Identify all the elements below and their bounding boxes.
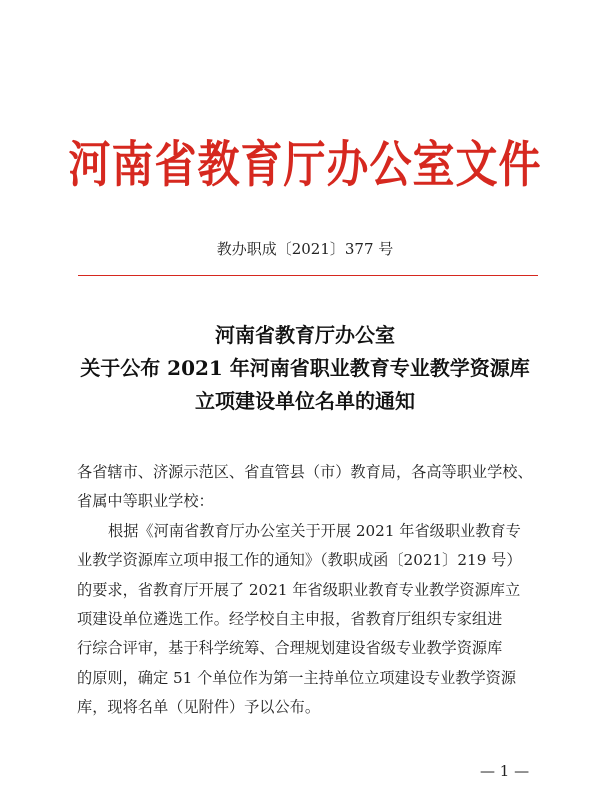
paragraph-line-5: 行综合评审，基于科学统筹、合理规划建设省级专业教学资源库 [77, 639, 503, 658]
notice-title-line-1: 河南省教育厅办公室 [215, 323, 395, 347]
paragraph-line-3: 的要求，省教育厅开展了 2021 年省级职业教育专业教学资源库立 [77, 580, 521, 599]
notice-title-line-3: 立项建设单位名单的通知 [195, 389, 415, 413]
paragraph-line-2: 业教学资源库立项申报工作的通知》（教职成函〔2021〕219 号） [77, 551, 522, 570]
red-divider-rule [78, 275, 538, 276]
notice-body [77, 458, 539, 723]
paragraph-line-7: 库，现将名单（见附件）予以公布。 [77, 698, 320, 717]
paragraph-line-1: 根据《河南省教育厅办公室关于开展 2021 年省级职业教育专 [108, 521, 521, 540]
notice-title [0, 319, 610, 418]
masthead-title: 河南省教育厅办公室文件 [68, 135, 542, 194]
salutation-line-2: 省属中等职业学校： [77, 492, 214, 511]
notice-title-line-2: 关于公布 2021 年河南省职业教育专业教学资源库 [80, 356, 530, 380]
salutation-line-1: 各省辖市、济源示范区、省直管县（市）教育局，各高等职业学校、 [77, 463, 533, 481]
page-number: — 1 — [480, 762, 530, 780]
paragraph-line-6: 的原则，确定 51 个单位作为第一主持单位立项建设专业教学资源 [77, 668, 517, 687]
paragraph-line-4: 项建设单位遴选工作。经学校自主申报，省教育厅组织专家组进 [77, 609, 503, 628]
document-number: 教办职成〔2021〕377 号 [216, 240, 394, 258]
